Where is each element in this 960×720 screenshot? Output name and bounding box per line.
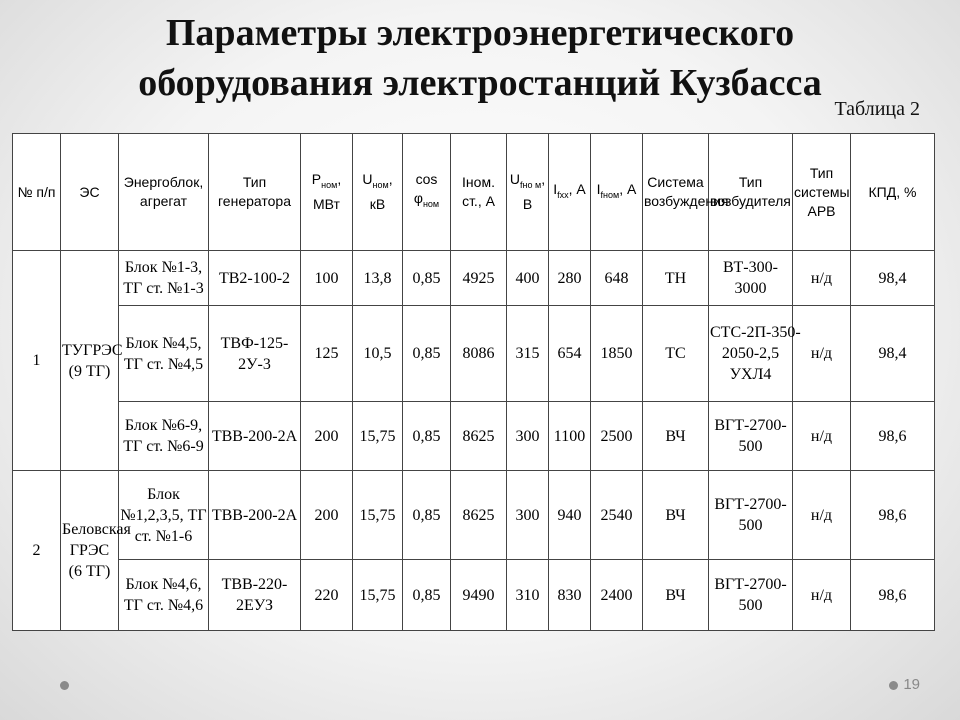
cell-block: Блок №6-9, ТГ ст. №6-9 [119, 402, 209, 471]
station-name: Беловская ГРЭС (6 ТГ) [61, 471, 119, 631]
slide-title [0, 8, 960, 108]
header-exciter: Тип возбудителя [709, 134, 793, 251]
header-u-nom: $U_{ном}$, кВ [353, 134, 403, 251]
cell-arv: н/д [793, 402, 851, 471]
cell-ifxx: 280 [549, 251, 591, 306]
cell-ifnom: 1850 [591, 306, 643, 402]
cell-ifxx: 654 [549, 306, 591, 402]
header-block: Энергоблок, агрегат [119, 134, 209, 251]
cell-kpd: 98,4 [851, 306, 935, 402]
cell-p: 100 [301, 251, 353, 306]
cell-excitation: ВЧ [643, 402, 709, 471]
slide-title-line-2: оборудования электростанций Кузбасса [138, 62, 822, 104]
cell-arv: н/д [793, 471, 851, 560]
cell-ifnom: 648 [591, 251, 643, 306]
cell-uf: 400 [507, 251, 549, 306]
cell-inom: 8625 [451, 402, 507, 471]
cell-u: 15,75 [353, 560, 403, 631]
header-kpd: КПД, % [851, 134, 935, 251]
cell-u: 15,75 [353, 402, 403, 471]
cell-uf: 300 [507, 402, 549, 471]
cell-block: Блок №4,5, ТГ ст. №4,5 [119, 306, 209, 402]
cell-excitation: ВЧ [643, 560, 709, 631]
cell-cos: 0,85 [403, 560, 451, 631]
header-excitation: Система возбуждения [643, 134, 709, 251]
page-number: 19 [903, 676, 920, 693]
cell-uf: 300 [507, 471, 549, 560]
cell-p: 220 [301, 560, 353, 631]
table-row [13, 471, 935, 560]
cell-excitation: ТН [643, 251, 709, 306]
cell-ifxx: 940 [549, 471, 591, 560]
cell-exciter: ВТ-300-3000 [709, 251, 793, 306]
cell-gen-type: ТВФ-125-2У-3 [209, 306, 301, 402]
cell-u: 10,5 [353, 306, 403, 402]
cell-cos: 0,85 [403, 402, 451, 471]
header-p-nom: $P_{ном}$, МВт [301, 134, 353, 251]
footer-dot-left [60, 681, 69, 690]
header-if-nom: $I_{fном}$, А [591, 134, 643, 251]
cell-cos: 0,85 [403, 251, 451, 306]
cell-kpd: 98,6 [851, 402, 935, 471]
cell-cos: 0,85 [403, 306, 451, 402]
cell-ifxx: 830 [549, 560, 591, 631]
cell-gen-type: ТВ2-100-2 [209, 251, 301, 306]
equipment-parameters-table [12, 133, 935, 631]
cell-arv: н/д [793, 251, 851, 306]
cell-kpd: 98,6 [851, 560, 935, 631]
table-row [13, 402, 935, 471]
header-uf-nom: $U_{fно м}$, В [507, 134, 549, 251]
table-row [13, 251, 935, 306]
cell-p: 125 [301, 306, 353, 402]
cell-exciter: ВГТ-2700-500 [709, 402, 793, 471]
cell-kpd: 98,4 [851, 251, 935, 306]
cell-p: 200 [301, 471, 353, 560]
header-gen-type: Тип генератора [209, 134, 301, 251]
header-arv: Тип системы АРВ [793, 134, 851, 251]
cell-ifnom: 2400 [591, 560, 643, 631]
cell-excitation: ТС [643, 306, 709, 402]
cell-inom: 4925 [451, 251, 507, 306]
table-row [13, 306, 935, 402]
cell-uf: 315 [507, 306, 549, 402]
cell-inom: 8625 [451, 471, 507, 560]
cell-block: Блок №1,2,3,5, ТГ ст. №1-6 [119, 471, 209, 560]
header-if-xx: $I_{fхх}$, А [549, 134, 591, 251]
cell-u: 15,75 [353, 471, 403, 560]
cell-inom: 8086 [451, 306, 507, 402]
station-num: 1 [13, 251, 61, 471]
cell-ifnom: 2500 [591, 402, 643, 471]
cell-kpd: 98,6 [851, 471, 935, 560]
cell-block: Блок №1-3, ТГ ст. №1-3 [119, 251, 209, 306]
cell-arv: н/д [793, 560, 851, 631]
cell-block: Блок №4,6, ТГ ст. №4,6 [119, 560, 209, 631]
cell-gen-type: ТВВ-200-2А [209, 471, 301, 560]
cell-ifxx: 1100 [549, 402, 591, 471]
cell-ifnom: 2540 [591, 471, 643, 560]
table-header-row [13, 134, 935, 251]
header-i-nom: Iном. ст., А [451, 134, 507, 251]
cell-p: 200 [301, 402, 353, 471]
header-num: № п/п [13, 134, 61, 251]
header-cos-phi: $\cos \varphi_{ном}$ [403, 134, 451, 251]
table-label: Таблица 2 [834, 98, 920, 120]
cell-exciter: ВГТ-2700-500 [709, 471, 793, 560]
cell-cos: 0,85 [403, 471, 451, 560]
cell-inom: 9490 [451, 560, 507, 631]
station-num: 2 [13, 471, 61, 631]
table-row [13, 560, 935, 631]
cell-exciter: ВГТ-2700-500 [709, 560, 793, 631]
header-es: ЭС [61, 134, 119, 251]
slide-title-line-1: Параметры электроэнергетического [165, 12, 795, 54]
cell-u: 13,8 [353, 251, 403, 306]
cell-gen-type: ТВВ-220-2ЕУЗ [209, 560, 301, 631]
station-name: ТУГРЭС (9 ТГ) [61, 251, 119, 471]
cell-gen-type: ТВВ-200-2А [209, 402, 301, 471]
cell-arv: н/д [793, 306, 851, 402]
cell-uf: 310 [507, 560, 549, 631]
footer-dot-right [889, 681, 898, 690]
cell-exciter: СТС-2П-350-2050-2,5 УХЛ4 [709, 306, 793, 402]
cell-excitation: ВЧ [643, 471, 709, 560]
